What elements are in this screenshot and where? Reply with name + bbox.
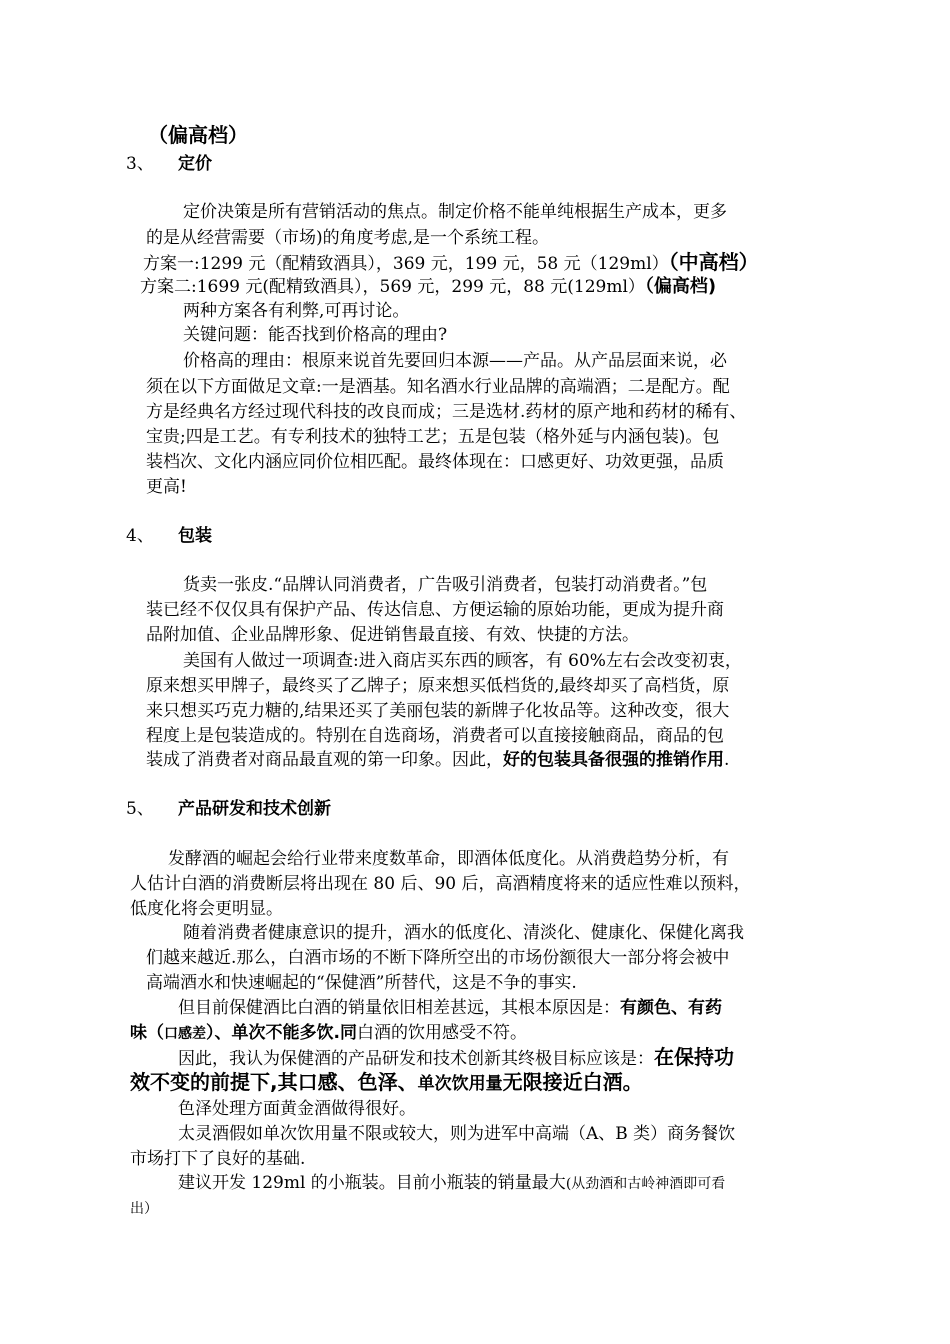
paragraph-line: 随着消费者健康意识的提升，酒水的低度化、清淡化、健康化、保健化离我: [183, 923, 744, 943]
section-3-number: 3、: [126, 154, 154, 174]
paragraph-line: [130, 1022, 527, 1045]
text-run: .: [724, 750, 730, 770]
paragraph-line: 色泽处理方面黄金酒做得很好。: [178, 1099, 416, 1119]
paragraph-line: 美国有人做过一项调查:进入商店买东西的顾客，有 60%左右会改变初衷，: [183, 651, 742, 671]
paragraph-line: 原来想买甲牌子，最终买了乙牌子；原来想买低档货的,最终却买了高档货，原: [146, 676, 730, 696]
paragraph-line: 两种方案各有利弊,可再讨论。: [183, 301, 410, 321]
text-run: 因此，我认为保健酒的产品研发和技术创新其终极目标应该是：: [178, 1049, 654, 1069]
section-5-title: 产品研发和技术创新: [178, 799, 331, 819]
emphasis-text: 同: [339, 1023, 357, 1043]
section-4-number: 4、: [126, 526, 154, 546]
paragraph-line: 装已经不仅仅具有保护产品、传达信息、方便运输的原始功能，更成为提升商: [146, 600, 724, 620]
key-conclusion: 在保持功: [654, 1045, 734, 1069]
text-run: 建议开发 129ml 的小瓶装。目前小瓶装的销量最大: [178, 1173, 566, 1193]
paragraph-line: 低度化将会更明显。: [130, 899, 283, 919]
paragraph-line: 人估计白酒的消费断层将出现在 80 后、90 后，高酒精度将来的适应性难以预料，: [130, 874, 751, 894]
paragraph-line: 们越来越近.那么，白酒市场的不断下降所空出的市场份额很大一部分将会被中: [146, 948, 730, 968]
paragraph-line: 装档次、文化内涵应同价位相匹配。最终体现在：口感更好、功效更强，品质: [146, 452, 724, 472]
paragraph-line: 发酵酒的崛起会给行业带来度数革命，即酒体低度化。从消费趋势分析，有: [168, 849, 729, 869]
plan-two: [140, 276, 716, 298]
plan-two-text: 方案二:1699 元(配精致酒具），569 元，299 元，88 元(129ml）: [140, 277, 645, 297]
paragraph-line: 高端酒水和快速崛起的“保健酒”所替代，这是不争的事实.: [146, 973, 577, 993]
emphasis-text-small: 口感差: [164, 1026, 206, 1042]
emphasis-text: 味（: [130, 1023, 164, 1043]
text-run: 装成了消费者对商品最直观的第一印象。因此，: [146, 750, 503, 770]
paragraph-line: 方是经典名方经过现代科技的改良而成；三是选材.药材的原产地和药材的稀有、: [146, 402, 747, 422]
paragraph-line: 市场打下了良好的基础.: [130, 1149, 306, 1169]
paragraph-line: 来只想买巧克力糖的,结果还买了美丽包装的新牌子化妆品等。这种改变，很大: [146, 701, 730, 721]
paragraph-line: [178, 1046, 734, 1070]
section-3-title: 定价: [178, 154, 212, 174]
plan-one-tag: （中高档）: [668, 250, 759, 274]
paragraph-line: 的是从经营需要（市场)的角度考虑,是一个系统工程。: [146, 228, 550, 248]
paragraph-line: [178, 1172, 725, 1195]
plan-two-tag: （偏高档): [644, 276, 717, 297]
paragraph-line: 价格高的理由：根原来说首先要回归本源——产品。从产品层面来说，必: [183, 351, 727, 371]
emphasis-text: ）、单次不能多饮.: [206, 1023, 340, 1043]
paragraph-line: 宝贵;四是工艺。有专利技术的独特工艺；五是包装（格外延与内涵包装)。包: [146, 427, 720, 447]
paragraph-line: 定价决策是所有营销活动的焦点。制定价格不能单纯根据生产成本，更多: [183, 202, 727, 222]
plan-one: [143, 251, 759, 275]
section-4-title: 包装: [178, 526, 212, 546]
text-run: 白酒的饮用感受不符。: [356, 1023, 527, 1043]
emphasis-text: 好的包装具备很强的推销作用: [503, 750, 724, 770]
paragraph-line: 太灵酒假如单次饮用量不限或较大，则为进军中高端（A、B 类）商务餐饮: [178, 1124, 736, 1144]
paragraph-line: [146, 749, 729, 771]
paragraph-line: 须在以下方面做足文章:一是酒基。知名酒水行业品牌的高端酒；二是配方。配: [146, 377, 730, 397]
key-conclusion: 单次饮用量: [417, 1074, 503, 1094]
paragraph-line: 程度上是包装造成的。特别在自选商场，消费者可以直接接触商品，商品的包: [146, 726, 724, 746]
plan-one-text: 方案一:1299 元（配精致酒具），369 元，199 元，58 元（129ml）: [143, 254, 669, 274]
paragraph-line: [130, 1071, 643, 1095]
section-5-number: 5、: [126, 799, 154, 819]
paragraph-line: 货卖一张皮.“品牌认同消费者，广告吸引消费者，包装打动消费者。”包: [183, 575, 708, 595]
top-note: （偏高档）: [148, 123, 248, 147]
key-conclusion: 无限接近白酒。: [502, 1070, 643, 1094]
text-run: 但目前保健酒比白酒的销量依旧相差甚远，其根本原因是：: [178, 998, 620, 1018]
paragraph-line: 关键问题：能否找到价格高的理由?: [183, 325, 448, 345]
emphasis-text: 有颜色、有药: [620, 998, 722, 1018]
paragraph-line: 出）: [130, 1201, 158, 1217]
text-run-small: (从劲酒和古岭神酒即可看: [565, 1176, 726, 1192]
paragraph-line: 更高!: [146, 477, 187, 497]
paragraph-line: [178, 997, 722, 1019]
key-conclusion: 效不变的前提下,其口感、色泽、: [130, 1070, 418, 1094]
paragraph-line: 品附加值、企业品牌形象、促进销售最直接、有效、快捷的方法。: [146, 625, 639, 645]
